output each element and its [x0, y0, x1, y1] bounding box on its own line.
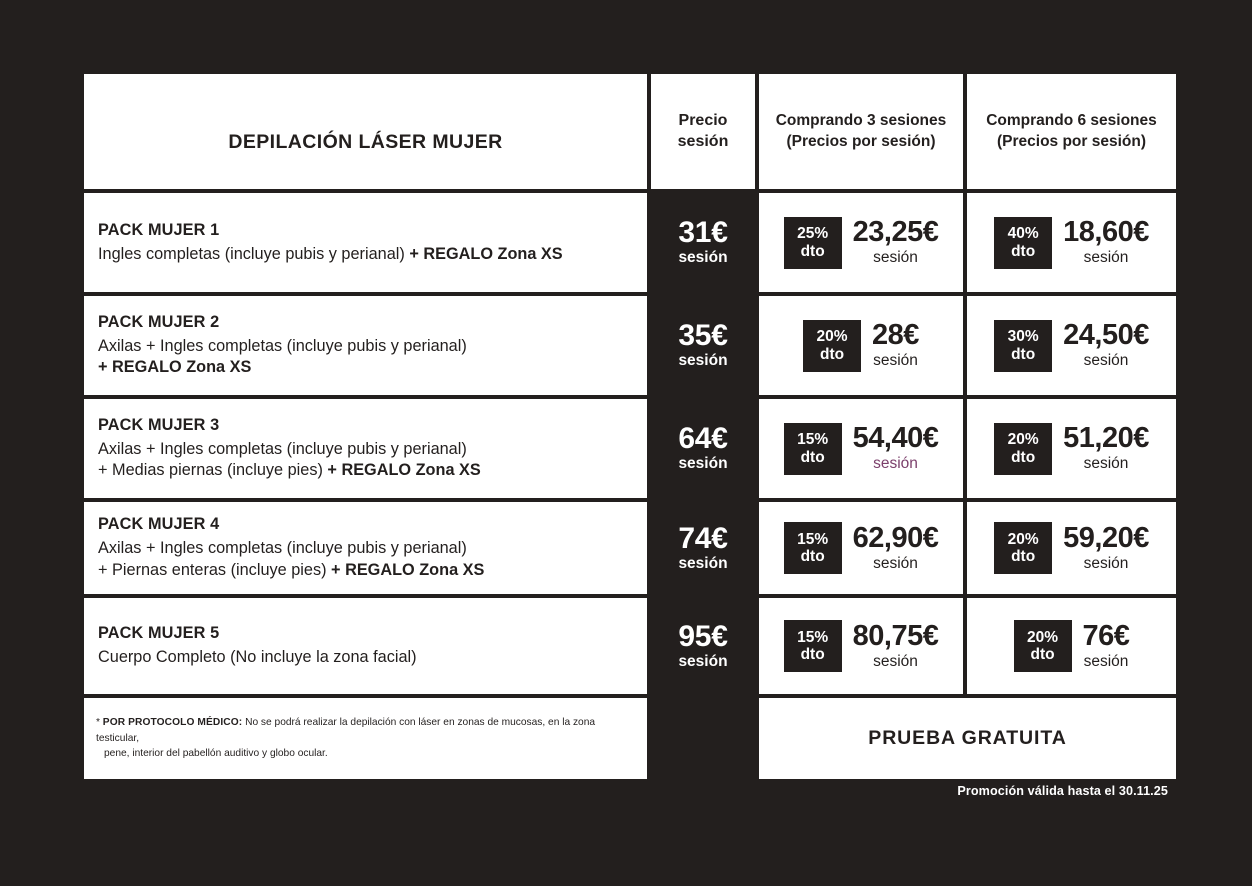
discount-label: dto	[800, 448, 825, 466]
pack-detail-line: Axilas + Ingles completas (incluye pubis y perianal)	[98, 439, 467, 458]
column-header-price	[651, 74, 755, 189]
offer-unit: sesión	[1083, 652, 1129, 670]
offer-amount: 23,25€	[852, 216, 939, 249]
discount-label: dto	[800, 548, 825, 565]
discount-label: dto	[800, 646, 825, 663]
pack-description-cell	[84, 296, 647, 395]
footnote-asterisk: *	[96, 716, 103, 728]
price-per-session-column	[651, 193, 755, 694]
offer-unit: sesión	[873, 249, 918, 267]
offer-unit: sesión	[873, 554, 918, 572]
offer-cell-3-sessions	[759, 296, 963, 395]
price-unit: sesión	[678, 652, 728, 670]
price-unit: sesión	[678, 352, 728, 370]
price-unit: sesión	[678, 455, 728, 473]
pack-detail-line: Cuerpo Completo (No incluye la zona facial)	[98, 648, 417, 666]
pack-detail-line	[98, 357, 647, 379]
discount-percent: 30%	[1007, 328, 1039, 346]
discount-percent: 15%	[797, 628, 829, 646]
offer-unit: sesión	[873, 652, 918, 670]
discount-percent: 20%	[1027, 628, 1059, 646]
column-header-6-sessions-line1: Comprando 6 sesiones	[986, 111, 1157, 129]
offer-price	[1063, 321, 1149, 370]
price-cell	[651, 399, 755, 498]
discount-badge	[784, 423, 842, 475]
offer-cell-3-sessions	[759, 502, 963, 594]
offer-unit: sesión	[1083, 554, 1129, 572]
discount-label: dto	[1011, 242, 1036, 260]
offer-cell-6-sessions	[967, 502, 1176, 594]
offer-amount: 76€	[1082, 619, 1130, 652]
legal-note-zones: Las zonas de los packs no se pueden cambiar.	[935, 763, 1168, 774]
offer-price	[853, 424, 939, 473]
price-unit: sesión	[678, 554, 728, 572]
page-title: DEPILACIÓN LÁSER MUJER	[228, 131, 503, 153]
column-header-price-line1: Precio	[678, 111, 728, 129]
discount-percent: 15%	[797, 530, 829, 548]
pack-name: PACK MUJER 1	[98, 220, 220, 239]
discount-badge	[994, 217, 1052, 269]
offer-cell-6-sessions	[967, 296, 1176, 395]
pack-detail-line: Axilas + Ingles completas (incluye pubis y perianal)	[98, 336, 467, 355]
offer-price	[1063, 218, 1149, 267]
offer-price	[1063, 424, 1149, 473]
price-cell	[651, 598, 755, 694]
discount-percent: 15%	[797, 431, 829, 449]
offer-price	[852, 619, 939, 671]
discount-percent: 40%	[1007, 225, 1039, 243]
offer-cell-6-sessions	[967, 598, 1176, 694]
offer-price	[853, 218, 939, 267]
column-header-3-sessions-line1: Comprando 3 sesiones	[775, 111, 947, 129]
footnote-text-line2: pene, interior del pabellón auditivo y globo ocular.	[104, 748, 328, 760]
offer-cell-3-sessions	[759, 399, 963, 498]
discount-badge	[784, 217, 842, 269]
discount-label: dto	[1030, 646, 1055, 663]
offer-amount: 54,40€	[852, 422, 939, 455]
discount-badge	[994, 423, 1052, 475]
pack-description-cell	[84, 399, 647, 498]
price-cell	[651, 296, 755, 395]
pack-gift-text: + REGALO Zona XS	[409, 244, 563, 263]
offer-amount: 59,20€	[1063, 521, 1149, 554]
price-amount: 35€	[678, 319, 728, 353]
price-amount: 74€	[678, 521, 728, 555]
offer-cell-3-sessions	[759, 598, 963, 694]
column-header-price-line2: sesión	[677, 132, 729, 150]
offer-amount: 62,90€	[852, 521, 939, 554]
column-header-3-sessions	[759, 74, 963, 189]
discount-badge	[803, 320, 861, 372]
discount-badge	[784, 522, 842, 574]
discount-badge	[784, 620, 842, 672]
offer-price	[872, 321, 919, 370]
price-unit: sesión	[678, 249, 728, 267]
price-cell	[651, 502, 755, 594]
pack-gift-text: + REGALO Zona XS	[327, 461, 481, 480]
pack-description-cell	[84, 598, 647, 694]
column-header-6-sessions-line2: (Precios por sesión)	[996, 132, 1146, 150]
discount-badge	[994, 320, 1052, 372]
discount-percent: 25%	[797, 225, 829, 243]
pack-detail-line: Axilas + Ingles completas (incluye pubis y perianal)	[98, 539, 467, 558]
table-title-cell	[84, 74, 647, 189]
offer-amount: 18,60€	[1063, 216, 1149, 249]
price-amount: 31€	[678, 216, 728, 250]
discount-percent: 20%	[816, 328, 848, 346]
legal-notes	[84, 762, 1168, 800]
pack-name: PACK MUJER 3	[98, 415, 220, 434]
price-amount: 64€	[678, 422, 728, 456]
footnote-text-line1: No se podrá realizar la depilación con láser en zonas de mucosas, en la zona testicular,	[96, 716, 596, 744]
pack-description-cell	[84, 193, 647, 292]
discount-label: dto	[1011, 448, 1036, 466]
footnote-label: POR PROTOCOLO MÉDICO:	[102, 716, 243, 728]
discount-percent: 20%	[1007, 431, 1039, 449]
pack-detail-line: + Piernas enteras (incluye pies) + REGALO Zona XS	[98, 560, 485, 579]
offer-price	[852, 521, 939, 573]
offer-unit: sesión	[873, 455, 918, 473]
discount-label: dto	[1011, 548, 1036, 565]
offer-amount: 80,75€	[852, 619, 939, 652]
offer-unit: sesión	[1083, 352, 1129, 370]
pack-detail-line: Ingles completas (incluye pubis y perianal) + REGALO Zona XS	[98, 244, 563, 263]
offer-cell-6-sessions	[967, 399, 1176, 498]
price-amount: 95€	[678, 619, 728, 653]
offer-amount: 28€	[872, 319, 919, 352]
pack-name: PACK MUJER 5	[98, 624, 220, 643]
column-header-3-sessions-line2: (Precios por sesión)	[786, 132, 936, 150]
offer-unit: sesión	[1083, 249, 1129, 267]
discount-label: dto	[819, 345, 845, 363]
discount-percent: 20%	[1007, 530, 1039, 548]
price-cell	[651, 193, 755, 292]
discount-badge	[994, 522, 1052, 574]
legal-note-validity: Promoción válida hasta el 30.11.25	[957, 783, 1168, 798]
offer-unit: sesión	[873, 352, 918, 370]
offer-amount: 24,50€	[1063, 319, 1149, 352]
pack-name: PACK MUJER 4	[98, 515, 220, 534]
offer-cell-3-sessions	[759, 193, 963, 292]
offer-price	[1063, 521, 1149, 573]
pack-description-cell	[84, 502, 647, 594]
pricing-table	[84, 74, 1168, 760]
offer-price	[1082, 619, 1130, 671]
pack-detail-line: + Medias piernas (incluye pies) + REGALO Zona XS	[98, 461, 481, 480]
offer-amount: 51,20€	[1063, 422, 1149, 455]
column-header-6-sessions	[967, 74, 1176, 189]
pricing-grid	[84, 74, 1168, 760]
pack-name: PACK MUJER 2	[98, 312, 220, 331]
discount-label: dto	[1011, 345, 1036, 363]
discount-badge	[1014, 620, 1072, 672]
pack-gift-text: + REGALO Zona XS	[98, 358, 252, 377]
discount-label: dto	[800, 242, 825, 260]
offer-unit: sesión	[1083, 455, 1129, 473]
free-trial-label: PRUEBA GRATUITA	[868, 727, 1067, 749]
offer-cell-6-sessions	[967, 193, 1176, 292]
pack-gift-text: + REGALO Zona XS	[331, 560, 485, 579]
